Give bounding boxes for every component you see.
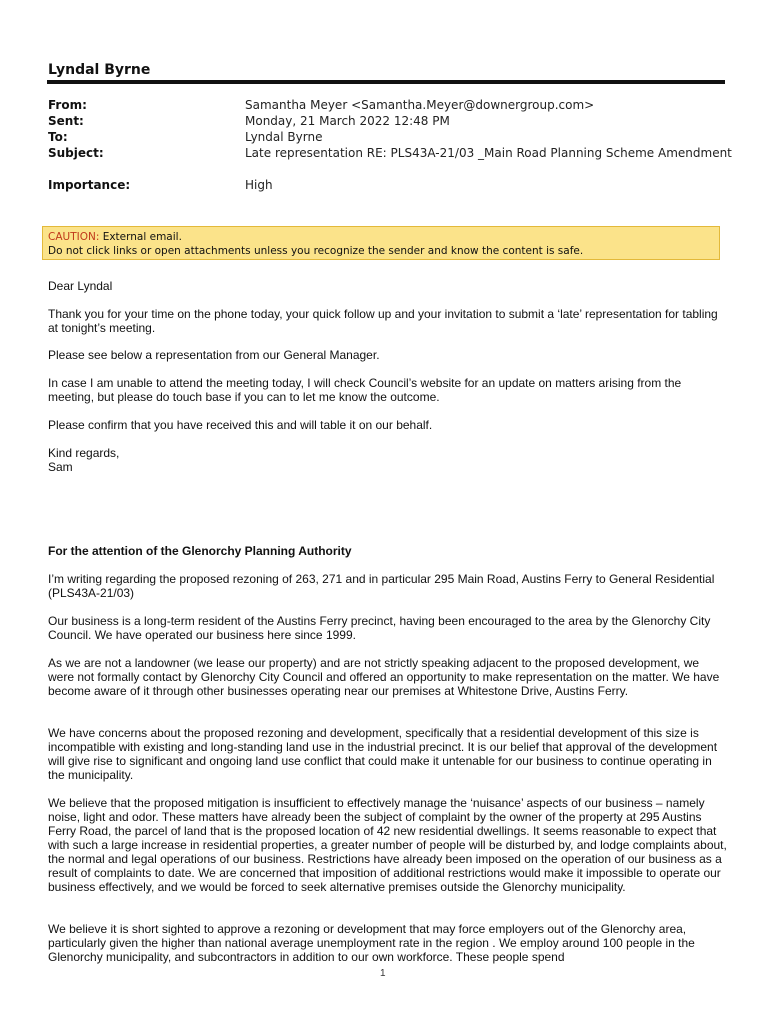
email-paragraph-1: Thank you for your time on the phone today, your quick follow up and your invitation to submit a ‘late’ representation for tabling at tonight’s meeting.	[48, 307, 718, 335]
letter-paragraph-2: Our business is a long-term resident of the Austins Ferry precinct, having been encouraged to the area by the Glenorchy City Council. We have operated our business here since 1999.	[48, 614, 711, 642]
to-label: To:	[48, 130, 68, 144]
external-email-caution-banner	[42, 226, 720, 260]
sent-value: Monday, 21 March 2022 12:48 PM	[245, 114, 450, 128]
email-signature: Sam	[48, 460, 73, 474]
caution-line-1	[48, 230, 714, 244]
page-number: 1	[380, 968, 386, 979]
caution-line-2: Do not click links or open attachments unless you recognize the sender and know the content is safe.	[48, 245, 584, 257]
importance-label: Importance:	[48, 178, 131, 192]
subject-value: Late representation RE: PLS43A-21/03 _Main Road Planning Scheme Amendment	[245, 146, 732, 160]
sent-label: Sent:	[48, 114, 84, 128]
letter-paragraph-6: We believe it is short sighted to approve a rezoning or development that may force employers out of the Glenorchy area, particularly given the higher than national average unemployment rate in the region . We employ around 100 people in the Glenorchy municipality, and subcontractors in addition to our own workforce. These people spend	[48, 922, 695, 964]
letter-paragraph-5: We believe that the proposed mitigation is insufficient to effectively manage the ‘nuisance’ aspects of our business – namely noise, light and odor. These matters have already been the subject of complaint by the owner of the property at 295 Austins Ferry Road, the parcel of land that is the proposed location of 42 new residential dwellings. It seems reasonable to expect that with such a large increase in residential properties, a greater number of people will be disturbed by, and lodge complaints about, the normal and legal operations of our business. Restrictions have already been imposed on the operation of our business as a result of complaints to date. We are concerned that imposition of additional restrictions would make it impossible to operate our business effectively, and we would be forced to seek alternative premises outside the Glenorchy municipality.	[48, 796, 727, 894]
importance-value: High	[245, 178, 273, 192]
mailbox-owner-name: Lyndal Byrne	[48, 62, 151, 78]
letter-heading: For the attention of the Glenorchy Planning Authority	[48, 544, 352, 558]
from-label: From:	[48, 98, 87, 112]
letter-paragraph-4: We have concerns about the proposed rezoning and development, specifically that a residential development of this size is incompatible with existing and long-standing land use in the industrial precinct. It is our belief that approval of the development will give rise to significant and ongoing land use conflict that could make it untenable for our business to continue operating in the municipality.	[48, 726, 718, 782]
caution-line-1-text: External email.	[99, 231, 182, 243]
subject-label: Subject:	[48, 146, 104, 160]
from-value: Samantha Meyer <Samantha.Meyer@downergroup.com>	[245, 98, 595, 112]
caution-tag: CAUTION:	[48, 231, 100, 243]
email-greeting: Dear Lyndal	[48, 279, 113, 293]
email-paragraph-4: Please confirm that you have received this and will table it on our behalf.	[48, 418, 433, 432]
letter-paragraph-3: As we are not a landowner (we lease our property) and are not strictly speaking adjacent to the proposed development, we were not formally contact by Glenorchy City Council and offered an opportunity to make representation on the matter. We have become aware of it through other businesses operating near our premises at Whitestone Drive, Austins Ferry.	[48, 656, 720, 698]
email-signoff: Kind regards,	[48, 446, 120, 460]
email-paragraph-2: Please see below a representation from our General Manager.	[48, 348, 380, 362]
email-paragraph-3: In case I am unable to attend the meeting today, I will check Council’s website for an update on matters arising from the meeting, but please do touch base if you can to let me know the outcome.	[48, 376, 682, 404]
letter-paragraph-1: I’m writing regarding the proposed rezoning of 263, 271 and in particular 295 Main Road, Austins Ferry to General Residential (PLS43A-21/03)	[48, 572, 715, 600]
header-rule	[47, 80, 725, 84]
to-value: Lyndal Byrne	[245, 130, 323, 144]
